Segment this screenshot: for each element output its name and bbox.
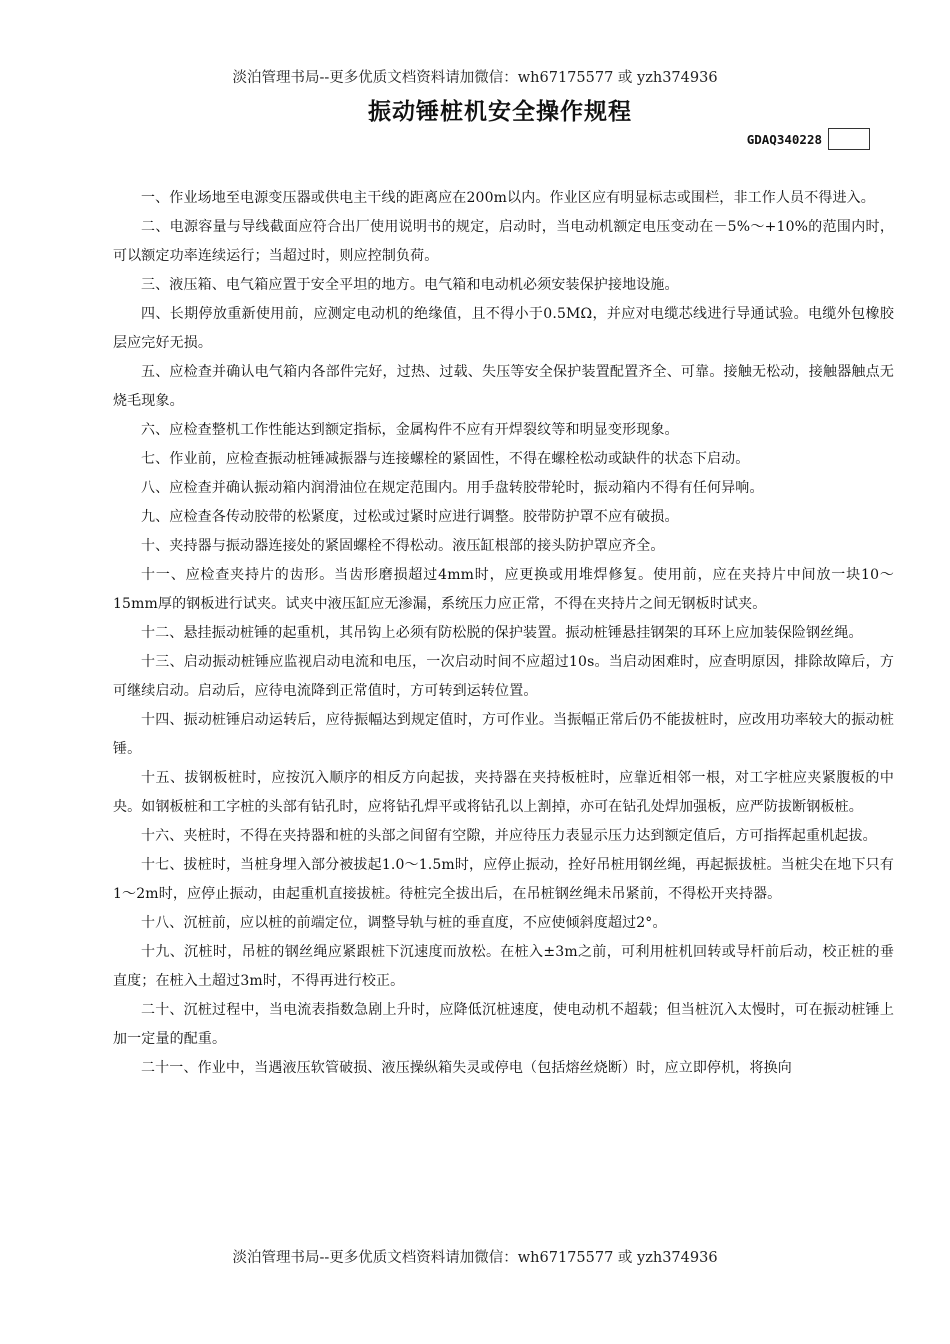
clause-15: 十五、拔钢板桩时，应按沉入顺序的相反方向起拔，夹持器在夹持板桩时，应靠近相邻一根，对工字桩应夹紧腹板的中央。如钢板桩和工字桩的头部有钻孔时，应将钻孔焊平或将钻孔以上割掉，亦可在钻孔处焊加强板，应严防拔断钢板桩。 [113,770,894,815]
clause-12: 十二、悬挂振动桩锤的起重机，其吊钩上必须有防松脱的保护装置。振动桩锤悬挂钢架的耳环上应加装保险钢丝绳。 [141,625,863,641]
document-title: 振动锤桩机安全操作规程 [368,99,632,125]
clause-18: 十八、沉桩前，应以桩的前端定位，调整导轨与桩的垂直度，不应使倾斜度超过2°。 [141,915,667,931]
clause-5: 五、应检查并确认电气箱内各部件完好，过热、过载、失压等安全保护装置配置齐全、可靠。接触无松动，接触器触点无烧毛现象。 [113,364,894,409]
clause-3: 三、液压箱、电气箱应置于安全平坦的地方。电气箱和电动机必须安装保护接地设施。 [141,277,679,293]
clause-6: 六、应检查整机工作性能达到额定指标，金属构件不应有开焊裂纹等和明显变形现象。 [141,422,679,438]
header-note: 淡泊管理书局--更多优质文档资料请加微信：wh67175577 或 yzh374936 [232,70,718,86]
footer-note: 淡泊管理书局--更多优质文档资料请加微信：wh67175577 或 yzh374936 [232,1250,718,1266]
code-box [828,128,870,150]
document-code: GDAQ340228 [746,131,822,147]
clause-16: 十六、夹桩时，不得在夹持器和桩的头部之间留有空隙，并应待压力表显示压力达到额定值后，方可指挥起重机起拔。 [141,828,877,844]
document-body [113,184,894,1083]
clause-14: 十四、振动桩锤启动运转后，应待振幅达到规定值时，方可作业。当振幅正常后仍不能拔桩时，应改用功率较大的振动桩锤。 [113,712,894,757]
clause-9: 九、应检查各传动胶带的松紧度，过松或过紧时应进行调整。胶带防护罩不应有破损。 [141,509,679,525]
clause-10: 十、夹持器与振动器连接处的紧固螺栓不得松动。液压缸根部的接头防护罩应齐全。 [141,538,665,554]
clause-21: 二十一、作业中，当遇液压软管破损、液压操纵箱失灵或停电（包括熔丝烧断）时，应立即停机，将换向 [141,1060,792,1076]
clause-7: 七、作业前，应检查振动桩锤减振器与连接螺栓的紧固性，不得在螺栓松动或缺件的状态下启动。 [141,451,750,467]
clause-20: 二十、沉桩过程中，当电流表指数急剧上升时，应降低沉桩速度，使电动机不超载；但当桩沉入太慢时，可在振动桩锤上加一定量的配重。 [113,1002,894,1047]
clause-1: 一、作业场地至电源变压器或供电主干线的距离应在200m以内。作业区应有明显标志或围栏，非工作人员不得进入。 [141,190,875,206]
clause-2: 二、电源容量与导线截面应符合出厂使用说明书的规定，启动时，当电动机额定电压变动在－5%～+10%的范围内时，可以额定功率连续运行；当超过时，则应控制负荷。 [113,219,894,264]
document-code-row [747,128,870,150]
clause-8: 八、应检查并确认振动箱内润滑油位在规定范围内。用手盘转胶带轮时，振动箱内不得有任何异响。 [141,480,764,496]
clause-19: 十九、沉桩时，吊桩的钢丝绳应紧跟桩下沉速度而放松。在桩入±3m之前，可利用桩机回转或导杆前后动，校正桩的垂直度；在桩入土超过3m时，不得再进行校正。 [113,944,894,989]
clause-11: 十一、应检查夹持片的齿形。当齿形磨损超过4mm时，应更换或用堆焊修复。使用前，应在夹持片中间放一块10～15mm厚的钢板进行试夹。试夹中液压缸应无渗漏，系统压力应正常，不得在夹持片之间无钢板时试夹。 [113,567,894,612]
clause-17: 十七、拔桩时，当桩身埋入部分被拔起1.0～1.5m时，应停止振动，拴好吊桩用钢丝绳，再起振拔桩。当桩尖在地下只有1～2m时，应停止振动，由起重机直接拔桩。待桩完全拔出后，在吊桩钢丝绳未吊紧前，不得松开夹持器。 [113,857,894,902]
clause-4: 四、长期停放重新使用前，应测定电动机的绝缘值，且不得小于0.5MΩ，并应对电缆芯线进行导通试验。电缆外包橡胶层应完好无损。 [113,306,894,351]
clause-13: 十三、启动振动桩锤应监视启动电流和电压，一次启动时间不应超过10s。当启动困难时，应查明原因，排除故障后，方可继续启动。启动后，应待电流降到正常值时，方可转到运转位置。 [113,654,894,699]
